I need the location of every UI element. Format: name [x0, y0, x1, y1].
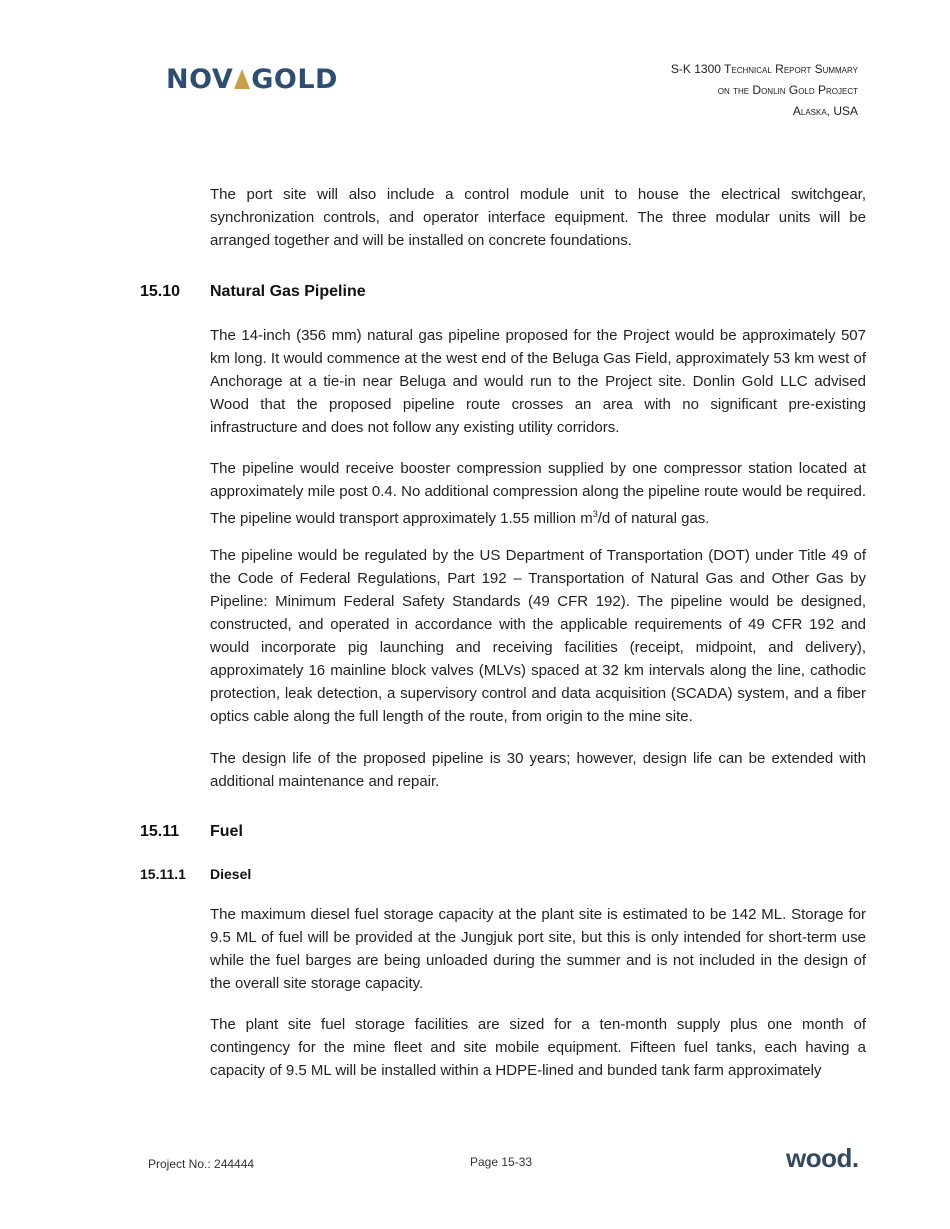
logo-triangle-icon: [234, 69, 250, 89]
pipeline-paragraph-4: The design life of the proposed pipeline is 30 years; however, design life can be extended with additional maintenance and repair.: [210, 750, 866, 790]
novagold-logo: [166, 64, 338, 95]
pipeline-paragraph-2-text-a: The pipeline would receive booster compression supplied by one compressor station located at approximately mile post 0.4. No additional compression along the pipeline route would be required. The pipeline would transport approximately 1.55 million m: [210, 460, 866, 527]
project-number: Project No.: 244444: [148, 1157, 255, 1171]
intro-paragraph: The port site will also include a control module unit to house the electrical switchgear, synchronization controls, and operator interface equipment. The three modular units will be arranged together and will be installed on concrete foundations.: [210, 186, 866, 249]
subsection-title-diesel: Diesel: [210, 866, 252, 882]
section-title-fuel: Fuel: [210, 823, 243, 840]
diesel-paragraph-1: The maximum diesel fuel storage capacity at the plant site is estimated to be 142 ML. Storage for 9.5 ML of fuel will be provided at the Jungjuk port site, but this is only intended for short-term use while the fuel barges are being unloaded during the summer and is not included in the design of the overall site storage capacity.: [210, 906, 866, 992]
pipeline-paragraph-2: [210, 457, 866, 530]
logo-text-right: GOLD: [251, 64, 338, 95]
subsection-number-15-11-1: 15.11.1: [140, 866, 186, 882]
header-line-1: S-K 1300 Technical Report Summary: [670, 62, 858, 76]
header-line-2: on the Donlin Gold Project: [717, 83, 858, 97]
superscript-3: 3: [592, 509, 598, 519]
report-header: [671, 59, 858, 122]
pipeline-paragraph-1: The 14-inch (356 mm) natural gas pipeline proposed for the Project would be approximately 507 km long. It would commence at the west end of the Beluga Gas Field, approximately 53 km west of Anchorage at a tie-in near Beluga and would run to the Project site. Donlin Gold LLC advised Wood that the proposed pipeline route crosses an area with no significant pre-existing infrastructure and does not follow any existing utility corridors.: [210, 327, 866, 436]
logo-text-left: NOV: [166, 64, 234, 95]
header-line-3: Alaska, USA: [792, 104, 858, 118]
pipeline-paragraph-2-text-b: /d of natural gas.: [597, 510, 710, 527]
page-number: Page 15-33: [470, 1155, 533, 1169]
pipeline-paragraph-3: The pipeline would be regulated by the US Department of Transportation (DOT) under Title 49 of the Code of Federal Regulations, Part 192 – Transportation of Natural Gas and Other Gas by Pipeline: Minimum Federal Safety Standards (49 CFR 192). The pipeline would be designed, constructed, and operated in accordance with the applicable requirements of 49 CFR 192 and would incorporate pig launching and receiving facilities (receipt, midpoint, and delivery), approximately 16 mainline block valves (MLVs) spaced at 32 km intervals along the line, cathodic protection, leak detection, a supervisory control and data acquisition (SCADA) system, and a fiber optics cable along the full length of the route, from origin to the mine site.: [210, 547, 866, 725]
wood-logo: wood.: [786, 1143, 859, 1173]
section-title-natural-gas-pipeline: Natural Gas Pipeline: [210, 283, 366, 300]
section-number-15-11: 15.11: [140, 823, 180, 840]
section-number-15-10: 15.10: [140, 283, 181, 300]
diesel-paragraph-2: The plant site fuel storage facilities are sized for a ten-month supply plus one month of contingency for the mine fleet and site mobile equipment. Fifteen fuel tanks, each having a capacity of 9.5 ML will be installed within a HDPE-lined and bunded tank farm approximately: [210, 1016, 866, 1079]
